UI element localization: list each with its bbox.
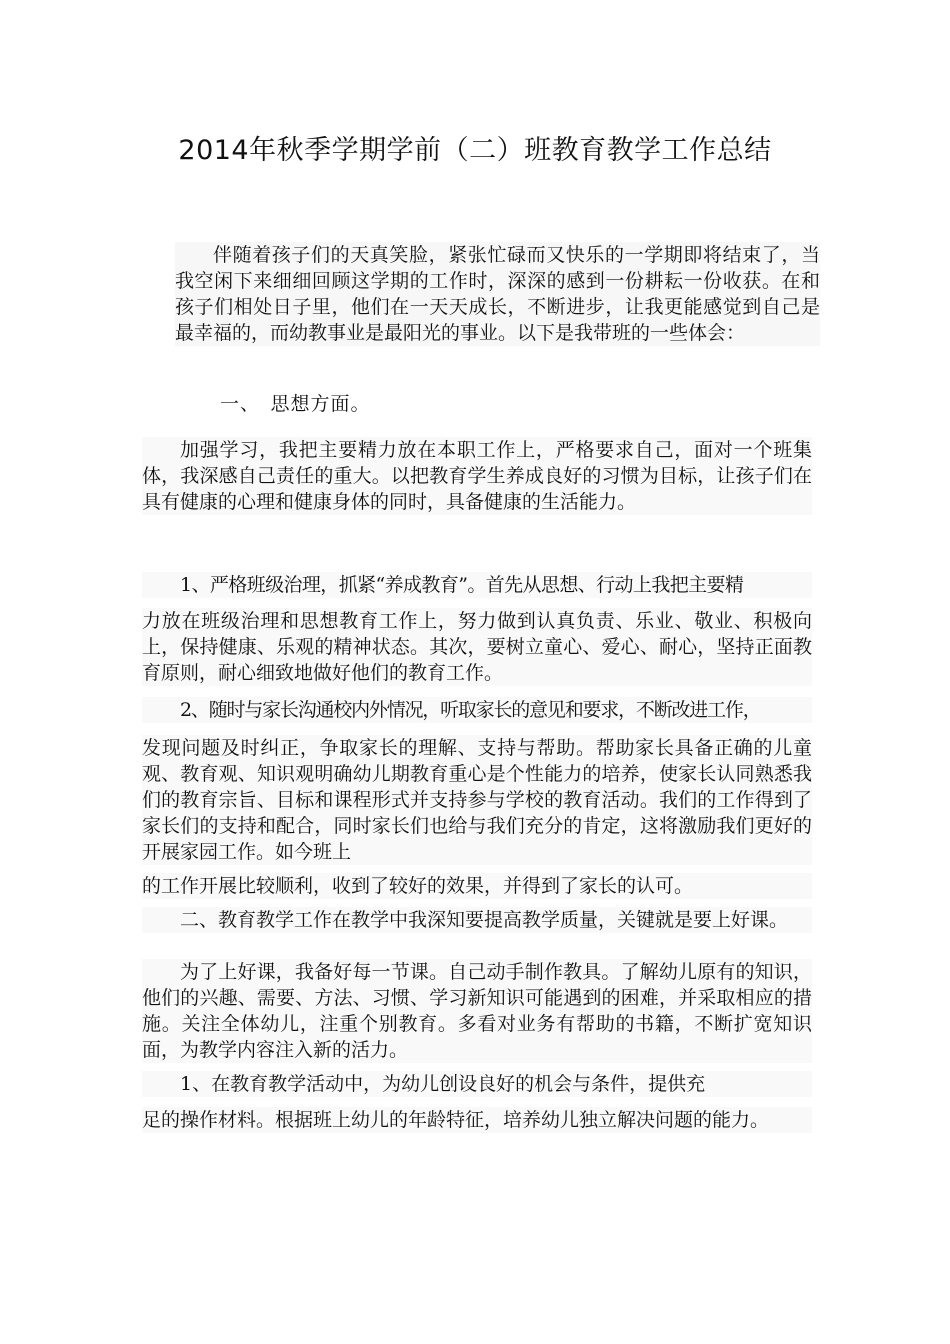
section2-paragraph-text: 二、教育教学工作在教学中我深知要提高教学质量，关键就是要上好课。	[180, 909, 789, 931]
section-heading-thought: 一、 思想方面。	[220, 393, 371, 415]
item1-first-line	[142, 572, 812, 598]
section2-paragraph-2	[142, 959, 812, 1063]
item1-first-line-text: 1、严格班级治理，抓紧“养成教育”。首先从思想、行动上我把主要精	[180, 574, 744, 596]
section2-paragraph-2-text: 为了上好课，我备好每一节课。自己动手制作教具。了解幼儿原有的知识，他们的兴趣、需要、方法、习惯、学习新知识可能遇到的困难，并采取相应的措施。关注全体幼儿，注重个别教育。多看对业务有帮助的书籍，不断扩宽知识面，为教学内容注入新的活力。	[142, 961, 812, 1061]
item2-last-line-text: 的工作开展比较顺利，收到了较好的效果，并得到了家长的认可。	[142, 875, 694, 897]
item1-paragraph-text: 力放在班级治理和思想教育工作上，努力做到认真负责、乐业、敬业、积极向上，保持健康、乐观的精神状态。其次，要树立童心、爱心、耐心，坚持正面教育原则，耐心细致地做好他们的教育工作。	[142, 610, 812, 684]
item3-first-line-text: 1、在教育教学活动中，为幼儿创设良好的机会与条件，提供充	[180, 1073, 706, 1095]
section1-paragraph	[142, 437, 812, 515]
item3-paragraph-text: 足的操作材料。根据班上幼儿的年龄特征，培养幼儿独立解决问题的能力。	[142, 1109, 770, 1131]
item2-last-line	[142, 873, 812, 899]
item2-paragraph-text: 发现问题及时纠正，争取家长的理解、支持与帮助。帮助家长具备正确的儿童观、教育观、知识观明确幼儿期教育重心是个性能力的培养，使家长认同熟悉我们的教育宗旨、目标和课程形式并支持参与学校的教育活动。我们的工作得到了家长们的支持和配合，同时家长们也给与我们充分的肯定，这将激励我们更好的开展家园工作。如今班上	[142, 737, 812, 863]
item2-first-line-text: 2、随时与家长沟通校内外情况，听取家长的意见和要求，不断改进工作，	[180, 699, 761, 721]
item3-first-line	[142, 1071, 812, 1097]
section2-paragraph	[142, 907, 812, 933]
item2-first-line	[142, 697, 812, 723]
section1-paragraph-text: 加强学习，我把主要精力放在本职工作上，严格要求自己，面对一个班集体，我深感自己责任的重大。以把教育学生养成良好的习惯为目标，让孩子们在具有健康的心理和健康身体的同时，具备健康的生活能力。	[142, 439, 812, 513]
intro-paragraph: 伴随着孩子们的天真笑脸，紧张忙碌而又快乐的一学期即将结束了，当我空闲下来细细回顾这学期的工作时，深深的感到一份耕耘一份收获。在和孩子们相处日子里，他们在一天天成长，不断进步，让我更能感觉到自己是最幸福的，而幼教事业是最阳光的事业。以下是我带班的一些体会：	[175, 244, 820, 344]
item1-paragraph	[142, 608, 812, 686]
page-title: 2014年秋季学期学前（二）班教育教学工作总结	[178, 135, 772, 166]
item2-paragraph	[142, 735, 812, 865]
item3-paragraph	[142, 1107, 812, 1133]
